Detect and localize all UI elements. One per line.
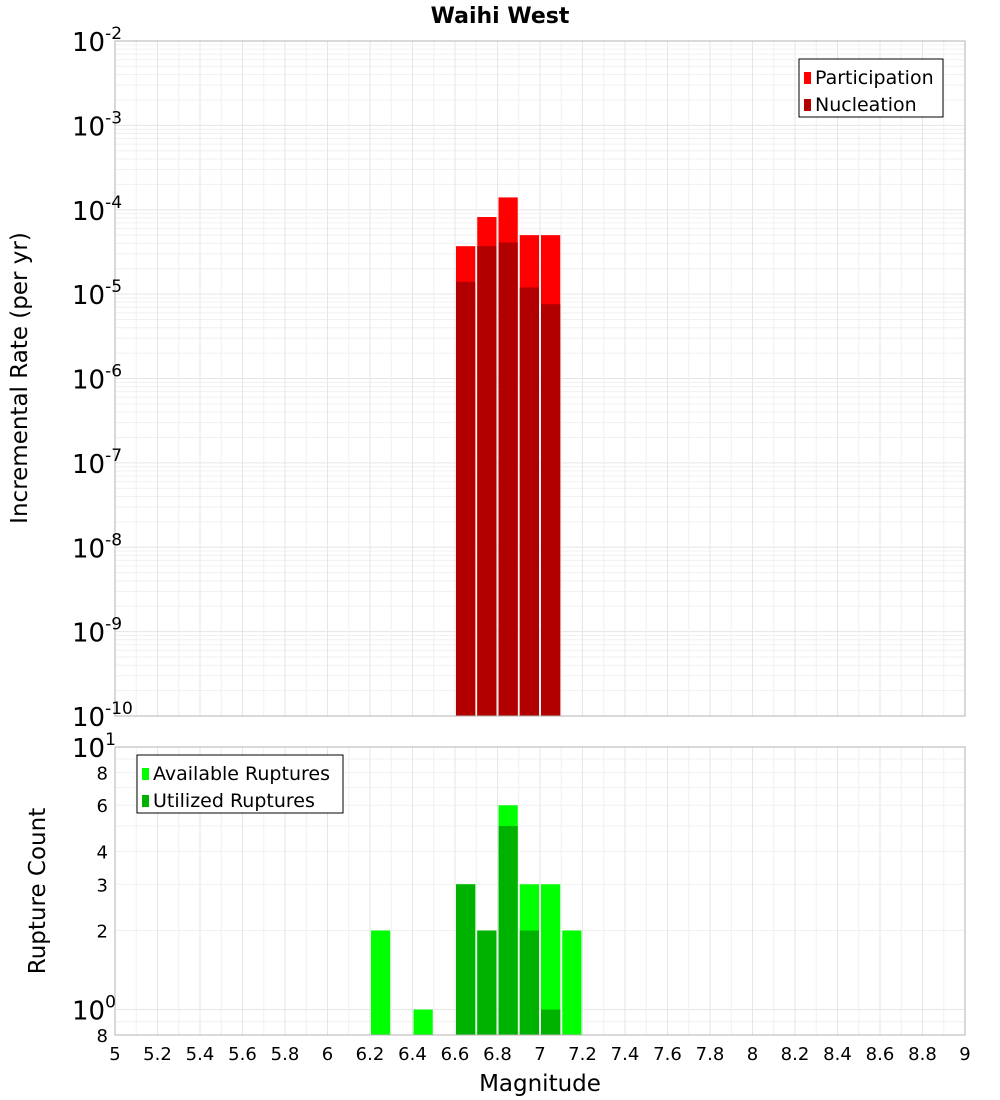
x-tick-label: 8.8 xyxy=(908,1044,937,1065)
legend-swatch xyxy=(804,99,811,111)
count-y-axis-title: Rupture Count xyxy=(25,807,51,975)
count-legend xyxy=(137,755,343,813)
rate-plot xyxy=(72,24,965,733)
x-tick-label: 5.2 xyxy=(143,1044,172,1065)
x-tick-label: 7.8 xyxy=(695,1044,725,1065)
x-tick-label: 6.8 xyxy=(483,1044,512,1065)
y-tick-label: 6 xyxy=(96,796,108,818)
utilized-bar xyxy=(541,1010,560,1035)
x-tick-label: 7.2 xyxy=(568,1044,597,1065)
x-tick-label: 7 xyxy=(534,1044,546,1065)
count-plot xyxy=(72,730,971,1065)
y-tick-label: $10^{-6}$ xyxy=(72,361,123,396)
x-tick-label: 8.4 xyxy=(823,1044,852,1065)
x-tick-label: 6.4 xyxy=(398,1044,427,1065)
y-tick-label: $10^{-5}$ xyxy=(72,277,123,312)
legend-label: Utilized Ruptures xyxy=(153,790,315,812)
y-tick-label: $10^{-10}$ xyxy=(72,699,133,733)
utilized-bar xyxy=(499,826,518,1035)
x-tick-label: 7.6 xyxy=(653,1044,682,1065)
y-tick-label: 3 xyxy=(96,875,108,897)
x-tick-label: 6.2 xyxy=(355,1044,385,1065)
x-axis-title: Magnitude xyxy=(479,1071,601,1097)
legend-swatch xyxy=(142,795,149,807)
x-tick-label: 8.2 xyxy=(780,1044,810,1065)
legend-label: Nucleation xyxy=(815,94,917,116)
utilized-bar xyxy=(477,931,496,1035)
x-tick-label: 8 xyxy=(746,1044,759,1065)
y-tick-label: $10^{-8}$ xyxy=(72,530,123,565)
legend-swatch xyxy=(804,72,811,84)
chart-title: Waihi West xyxy=(430,4,570,29)
x-tick-label: 5.8 xyxy=(270,1044,300,1065)
legend-label: Participation xyxy=(815,67,934,89)
nucleation-bar xyxy=(499,242,518,716)
nucleation-bar xyxy=(520,287,539,716)
available-bar xyxy=(562,931,581,1035)
nucleation-bar xyxy=(477,246,496,716)
y-tick-label: $10^{-4}$ xyxy=(72,192,123,227)
utilized-bar xyxy=(520,931,539,1035)
y-tick-label: 2 xyxy=(96,921,108,943)
x-tick-label: 5.4 xyxy=(185,1044,215,1065)
legend-label: Available Ruptures xyxy=(153,763,330,785)
y-tick-label: $10^0$ xyxy=(72,992,116,1027)
y-tick-label: 8 xyxy=(96,763,108,785)
x-tick-label: 7.4 xyxy=(610,1044,640,1065)
rate-legend xyxy=(799,59,943,117)
available-bar xyxy=(414,1010,433,1035)
y-tick-label: $10^{-9}$ xyxy=(72,614,123,649)
nucleation-bar xyxy=(541,304,560,716)
x-tick-label: 5 xyxy=(109,1044,121,1065)
available-bar xyxy=(371,931,390,1035)
y-tick-label: $10^1$ xyxy=(72,730,116,764)
nucleation-bar xyxy=(456,282,475,716)
x-tick-label: 5.6 xyxy=(228,1044,257,1065)
x-tick-label: 6.6 xyxy=(440,1044,470,1065)
rate-y-axis-title: Incremental Rate (per yr) xyxy=(7,232,33,524)
y-tick-label: $10^{-2}$ xyxy=(72,24,123,58)
x-tick-label: 9 xyxy=(959,1044,971,1065)
utilized-bar xyxy=(456,884,475,1035)
y-tick-label: $10^{-7}$ xyxy=(72,445,123,480)
y-tick-label: 4 xyxy=(96,842,108,864)
x-tick-label: 8.6 xyxy=(865,1044,895,1065)
legend-swatch xyxy=(142,768,149,780)
y-tick-label: 8 xyxy=(96,1026,108,1047)
x-tick-label: 6 xyxy=(321,1044,334,1065)
y-tick-label: $10^{-3}$ xyxy=(72,108,123,143)
